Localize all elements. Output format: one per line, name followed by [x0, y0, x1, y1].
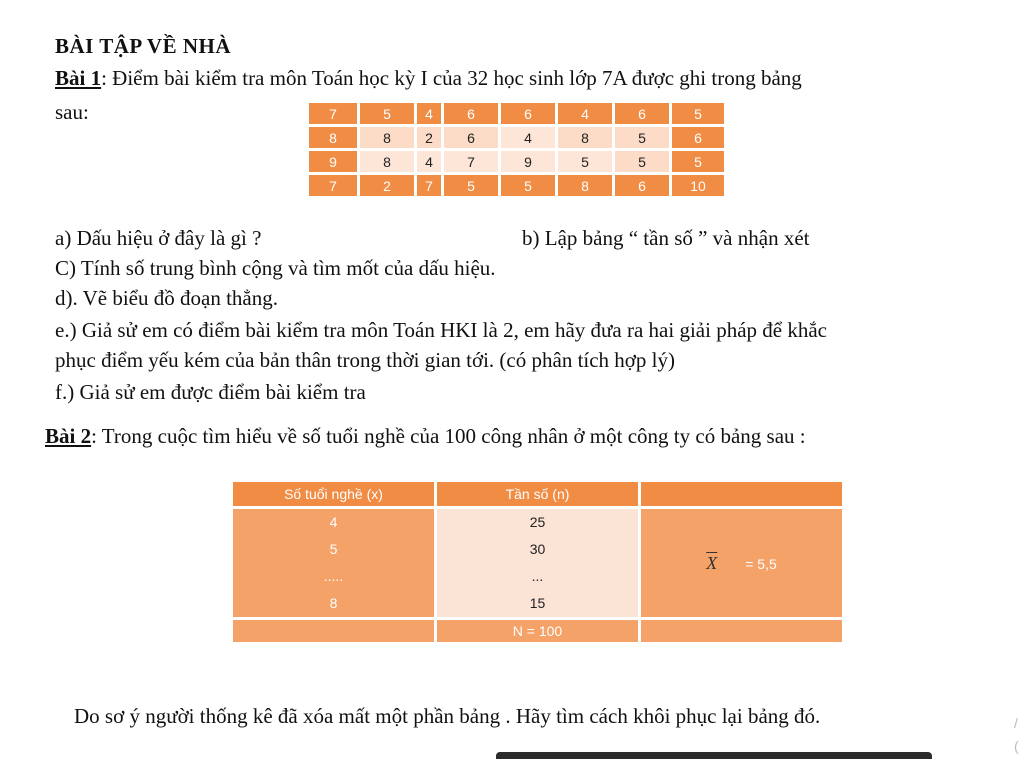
n-value: 30 [529, 541, 546, 557]
table-cell: 5 [443, 174, 500, 198]
closing-text: Do sơ ý người thống kê đã xóa mất một phần bảng . Hãy tìm cách khôi phục lại bảng đó. [74, 704, 821, 728]
table-cell: 5 [557, 150, 614, 174]
mean-cell [640, 508, 844, 619]
n-value: 15 [529, 595, 546, 611]
table-cell: 8 [308, 126, 359, 150]
table-cell: 6 [671, 126, 726, 150]
mean-value: = 5,5 [745, 555, 777, 572]
bottom-bar [496, 752, 932, 759]
table-cell: 4 [416, 150, 443, 174]
n-values-cell [436, 508, 640, 619]
n-value: 25 [529, 514, 546, 530]
table-cell: 5 [671, 150, 726, 174]
table-cell: 6 [443, 102, 500, 126]
table-cell: 6 [614, 102, 671, 126]
bai2-intro-text: : Trong cuộc tìm hiểu về số tuổi nghề của 100 công nhân ở một công ty có bảng sau : [91, 424, 806, 448]
table-cell: 8 [359, 150, 416, 174]
bai1-label: Bài 1 [55, 66, 102, 90]
x-values-cell [232, 508, 436, 619]
table-cell: 5 [614, 126, 671, 150]
table-row [308, 126, 726, 150]
table-cell: 7 [443, 150, 500, 174]
question-e-line2: phục điểm yếu kém của bản thân trong thời gian tới. (có phân tích hợp lý) [55, 348, 675, 372]
table-cell: 5 [671, 102, 726, 126]
table-cell: 7 [416, 174, 443, 198]
table-cell: 6 [500, 102, 557, 126]
table-cell: 9 [500, 150, 557, 174]
table-row [308, 174, 726, 198]
table-cell: 5 [614, 150, 671, 174]
table-cell: 4 [557, 102, 614, 126]
table-cell: 4 [416, 102, 443, 126]
table-cell: 9 [308, 150, 359, 174]
bai1-intro-cont: sau: [55, 100, 89, 124]
x-value: 5 [329, 541, 338, 557]
table-cell: 5 [359, 102, 416, 126]
x-value: ..... [323, 568, 344, 584]
table-total-row [232, 619, 844, 644]
table-cell: 6 [614, 174, 671, 198]
table-row [232, 508, 844, 619]
table-cell: 10 [671, 174, 726, 198]
table-cell: 8 [359, 126, 416, 150]
frequency-table [230, 479, 845, 645]
table-header-row [232, 481, 844, 508]
bai1-intro [55, 66, 802, 90]
table-row [308, 102, 726, 126]
table-cell: 8 [557, 174, 614, 198]
table-cell: 4 [500, 126, 557, 150]
question-a: a) Dấu hiệu ở đây là gì ? [55, 226, 262, 250]
question-c: C) Tính số trung bình cộng và tìm mốt của dấu hiệu. [55, 256, 496, 280]
bai2-intro [45, 424, 806, 448]
question-b: b) Lập bảng “ tần số ” và nhận xét [522, 226, 810, 250]
edge-mark-icon: ( [1014, 738, 1019, 754]
x-value: 4 [329, 514, 338, 530]
table-cell: 5 [500, 174, 557, 198]
score-table [306, 100, 727, 199]
edge-mark-icon: / [1014, 715, 1018, 731]
table-cell: 2 [416, 126, 443, 150]
header-empty [640, 481, 844, 508]
table-cell: 7 [308, 102, 359, 126]
header-n: Tần số (n) [436, 481, 640, 508]
total-empty-right [640, 619, 844, 644]
question-f: f.) Giả sử em được điểm bài kiểm tra [55, 380, 366, 404]
total-cell: N = 100 [436, 619, 640, 644]
question-d: d). Vẽ biểu đồ đoạn thẳng. [55, 286, 278, 310]
total-empty-left [232, 619, 436, 644]
table-cell: 6 [443, 126, 500, 150]
bai1-intro-text: : Điểm bài kiểm tra môn Toán học kỳ I của 32 học sinh lớp 7A được ghi trong bảng [101, 66, 802, 90]
n-value: ... [531, 568, 544, 584]
table-cell: 7 [308, 174, 359, 198]
page-title: BÀI TẬP VỀ NHÀ [55, 34, 232, 58]
mean-symbol: $\overline{X}$ [706, 552, 718, 573]
table-cell: 2 [359, 174, 416, 198]
header-x: Số tuổi nghề (x) [232, 481, 436, 508]
table-cell: 8 [557, 126, 614, 150]
table-row [308, 150, 726, 174]
question-e-line1: e.) Giả sử em có điểm bài kiểm tra môn Toán HKI là 2, em hãy đưa ra hai giải pháp để khắc [55, 318, 827, 342]
bai2-label: Bài 2 [45, 424, 92, 448]
x-value: 8 [329, 595, 338, 611]
